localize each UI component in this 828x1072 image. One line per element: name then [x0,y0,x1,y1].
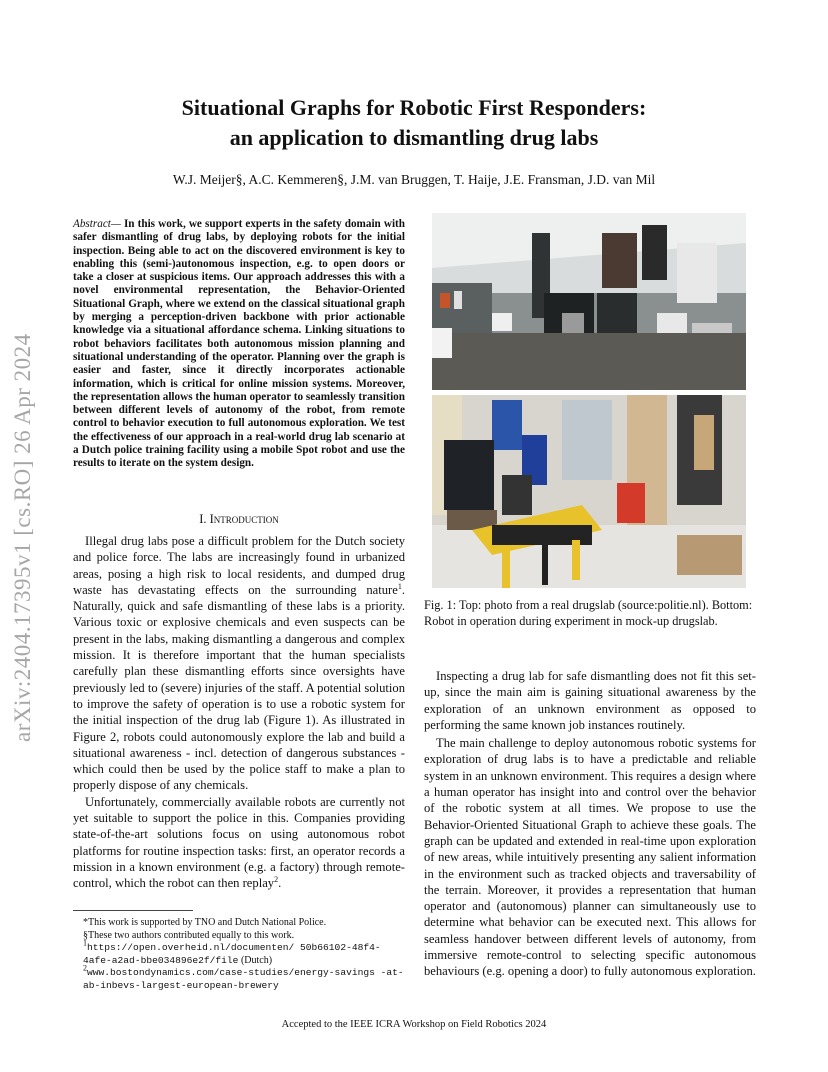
footnote-2 [73,963,405,992]
footnote-funding: *This work is supported by TNO and Dutch National Police. [83,917,327,928]
figure-caption: Fig. 1: Top: photo from a real drugslab (source:politie.nl). Bottom: Robot in operation during experiment in mock-up drugslab. [424,598,753,628]
title-line-2: an application to dismantling drug labs [229,125,599,150]
right-column-text [424,668,756,980]
page-footer: Accepted to the IEEE ICRA Workshop on Field Robotics 2024 [281,1019,547,1030]
section-heading: I. Introduction [199,512,279,526]
abstract [73,218,405,471]
right-paragraph-1: Inspecting a drug lab for safe dismantling does not fit this set-up, since the main aim is gaining situational awareness by the exploration of an unknown environment as opposed to performing the same known job instances routinely. [424,669,756,732]
footnote-equal: §These two authors contributed equally to this work. [83,929,295,941]
drug-lab-illustration [432,213,746,390]
footnote-1-num: 1 [83,938,87,948]
title-line-1: Situational Graphs for Robotic First Responders: [181,95,647,120]
intro-p1-text-b: . Naturally, quick and safe dismantling of these labs is a priority. Various toxic or explosive chemicals and even suspects can be present in the labs, making dismantling a dangerous and complex mission. It is therefore important that the human specialists carefully plan these dismantling efforts since oversights have previously led to (severe) injuries of the staff. A potential solution to improve the safety of operation is to use a robotic system for the initial inspection of the drug lab (Figure 1). As illustrated in Figure 2, robots could autonomously explore the lab and build a situational awareness - incl. detection of dangerous substances - which could then be used by the police staff to make a plan to properly dispose of any chemicals. [73,582,405,793]
footnote-2-url[interactable]: www.bostondynamics.com/case-studies/energy-savings -at-ab-inbevs-largest-european-brewery [83,967,404,991]
intro-paragraph-1 [73,533,405,794]
abstract-lead: Abstract— [73,218,121,230]
figure-photo-drug-lab [432,213,746,390]
intro-p2-text-a: Unfortunately, commercially available robots are currently not yet suitable to support the police in this. Companies providing state-of-the-art solutions focus on using autonomous robot platforms for routine inspection tasks: first, an operator records a mission in a known environment (e.g. a factory) through remote-control, which the robot can then replay [73,794,405,891]
footnote-2-num: 2 [83,963,87,973]
intro-text [73,533,405,892]
footnote-ref-2: 2 [274,875,279,885]
footnote-1 [73,938,405,967]
footnote-ref-1: 1 [397,581,402,591]
paper-title [0,93,828,153]
figure-photo-robot [432,395,746,588]
footnote-divider [73,910,193,911]
footnote-1-tail: (Dutch) [238,954,273,966]
robot-illustration [432,395,746,588]
intro-p1-text-a: Illegal drug labs pose a difficult problem for the Dutch society and police force. The labs are increasingly found in urbanized areas, posing a high risk to local residents, and dumped drug waste has devastating effects on the surrounding nature [73,534,405,597]
intro-p2-text-b: . [278,876,282,891]
right-paragraph-2: The main challenge to deploy autonomous robotic systems for exploration of drug labs is to have a predictable and reliable system in an unknown environment. This requires a design where a human operator has insight into and control over the behavior of the robotic system at all times. We propose to use the Behavior-Oriented Situational Graph to achieve these goals. The graph can be updated and extended in real-time upon exploration of new areas, while intuitively presenting any salient information in the environment such as tracked objects and traversability of the terrain. Moreover, it provides a representation that human operator and (autonomous) planner can simultaneously use to determine what behavior can be executed next. This allows for seamless handover between different levels of autonomy, from immersive remote-control to selecting specific autonomous behaviours (e.g. opening a door) to fully autonomous exploration. [424,736,756,979]
footnote-1-url[interactable]: https://open.overheid.nl/documenten/ 50b66102-48f4-4afe-a2ad-bbe034896e2f/file [83,942,381,966]
arxiv-stamp: arXiv:2404.17395v1 [cs.RO] 26 Apr 2024 [10,333,35,742]
intro-paragraph-2 [73,794,405,892]
author-list: W.J. Meijer§, A.C. Kemmeren§, J.M. van Bruggen, T. Haije, J.E. Fransman, J.D. van Mil [172,172,656,187]
footnotes [73,917,405,992]
abstract-text: In this work, we support experts in the safety domain with safer dismantling of drug labs, by deploying robots for the initial inspection. Being able to act on the discovered environment is key to enabling this (semi-)autonomous inspection, e.g. to open doors or take a closer at suspicious items. Our approach addresses this with a novel environmental representation, the Behavior-Oriented Situational Graph, where we extend on the classical situational graph by merging a perception-driven backbone with prior actionable knowledge via a situational affordance schema. Linking situations to robot behaviors facilitates both autonomous mission planning and situational understanding of the operator. Planning over the graph is easier and faster, since it directly incorporates actionable information, which is critical for online mission systems. Moreover, the representation allows the human operator to seamlessly transition between different levels of autonomy of the robot, from remote control to behavior execution to full autonomous exploration. We test the effectiveness of our approach in a real-world drug lab scenario at a Dutch police training facility using a mobile Spot robot and use the results to iterate on the system design. [73,218,405,470]
